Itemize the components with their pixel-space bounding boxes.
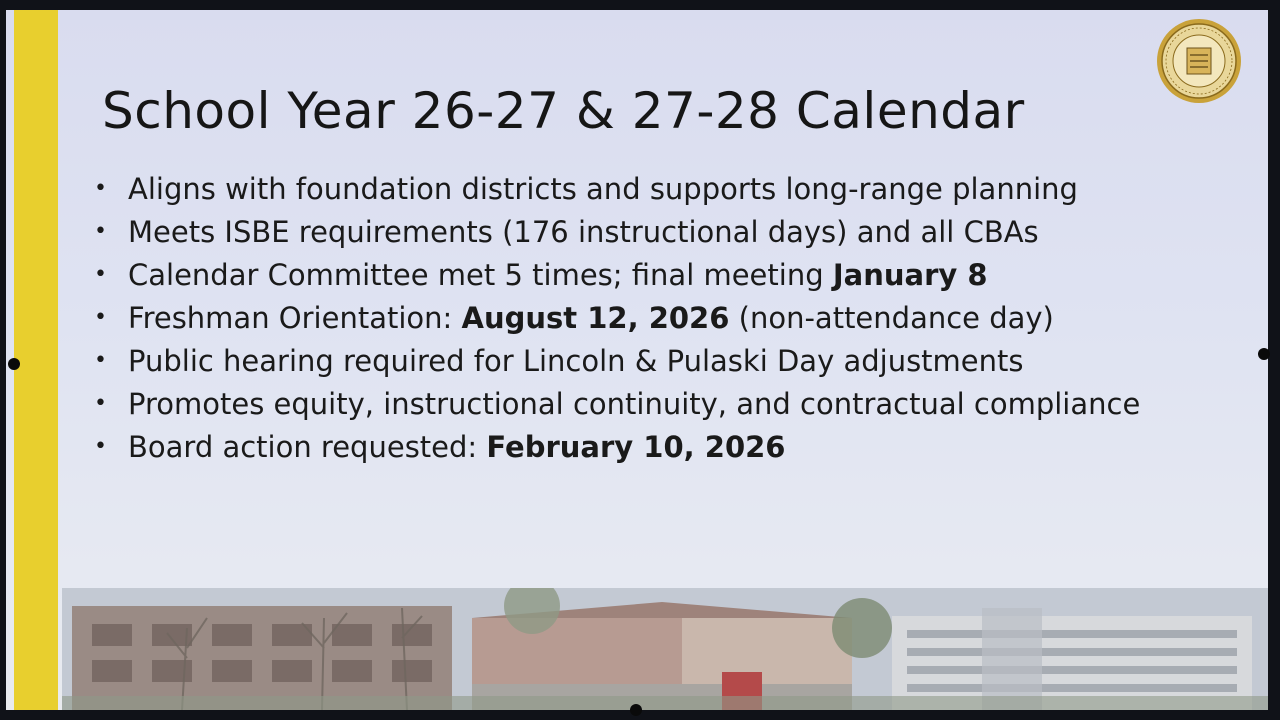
bullet-dot-icon: • — [94, 305, 107, 330]
screen-edge-dot — [8, 358, 20, 370]
slide-title: School Year 26-27 & 27-28 Calendar — [102, 82, 1025, 140]
bullet-text: Promotes equity, instructional continuity, and contractual compliance — [128, 387, 1141, 421]
bullet-item — [90, 297, 1200, 339]
bullet-list — [90, 168, 1200, 469]
bullet-item — [90, 426, 1200, 468]
bullet-bold-date: February 10, 2026 — [486, 430, 786, 464]
bullet-dot-icon: • — [94, 219, 107, 244]
accent-bar — [14, 10, 58, 710]
slide — [6, 10, 1268, 710]
bullet-item — [90, 383, 1200, 425]
bullet-text: Freshman Orientation: — [128, 301, 462, 335]
bullet-dot-icon: • — [94, 262, 107, 287]
district-seal-icon — [1156, 18, 1242, 104]
school-buildings-photo — [62, 588, 1268, 710]
bullet-bold-date: January 8 — [832, 258, 988, 292]
bullet-item — [90, 254, 1200, 296]
bullet-text: Aligns with foundation districts and supports long-range planning — [128, 172, 1078, 206]
bullet-text: Board action requested: — [128, 430, 487, 464]
bullet-text: Public hearing required for Lincoln & Pulaski Day adjustments — [128, 344, 1024, 378]
bullet-item — [90, 340, 1200, 382]
bullet-item — [90, 168, 1200, 210]
bullet-text: Meets ISBE requirements (176 instructional days) and all CBAs — [128, 215, 1039, 249]
screen-edge-dot — [630, 704, 642, 716]
bullet-text: Calendar Committee met 5 times; final meeting — [128, 258, 833, 292]
bullet-dot-icon: • — [94, 391, 107, 416]
bullet-bold-date: August 12, 2026 — [461, 301, 730, 335]
bullet-item — [90, 211, 1200, 253]
bullet-dot-icon: • — [94, 176, 107, 201]
bullet-dot-icon: • — [94, 348, 107, 373]
bullet-text-after: (non-attendance day) — [729, 301, 1054, 335]
screen-edge-dot — [1258, 348, 1270, 360]
bullet-dot-icon: • — [94, 434, 107, 459]
